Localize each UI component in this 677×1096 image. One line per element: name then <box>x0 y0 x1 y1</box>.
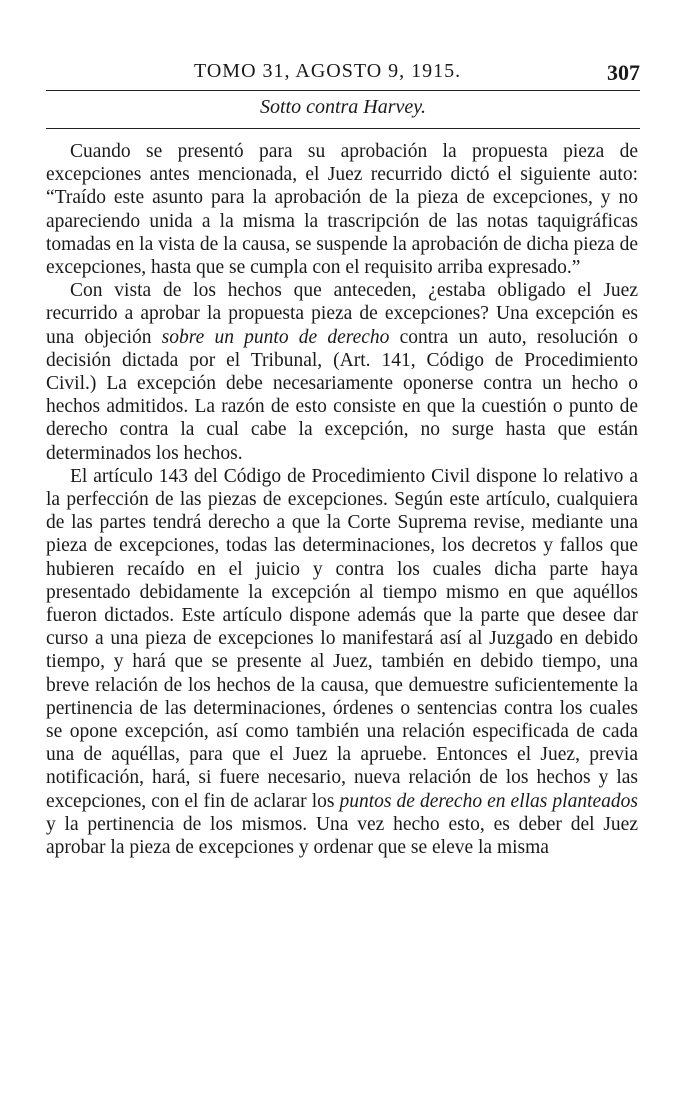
header-rule <box>46 128 640 129</box>
paragraph-3-text-c: y la pertinencia de los mismos. Una vez hecho esto, es deber del Juez aprobar la pieza de excepciones y ordenar que se eleve la misma <box>46 813 638 859</box>
paragraph-3 <box>46 465 638 859</box>
paragraph-3-text-a: El artículo 143 del Código de Procedimiento Civil dispone lo relativo a la perfección de las piezas de excepciones. Según este artículo, cualquiera de las partes tendrá derecho a que la Corte Suprema revise, mediante una pieza de excepciones, todas las determinaciones, los decretos y fallos que hubieren recaído en el juicio y contra los cuales dicha parte haya presentado debidamente la excepción al tiempo mismo en que aquéllos fueron dictados. Este artículo dispone además que la parte que desee dar curso a una pieza de excepciones lo manifestará así al Juzgado en debido tiempo, y hará que se presente al Juez, también en debido tiempo, una breve relación de los hechos de la causa, que demuestre suficientemente la pertinencia de las determinaciones, órdenes o sentencias contra los cuales se opone excepción, así como también una relación especificada de cada una de aquéllas, para que el Juez la apruebe. Entonces el Juez, previa notificación, hará, si fuere necesario, nueva relación de los hechos y las excepciones, con el fin de aclarar los <box>46 465 638 812</box>
paragraph-2-text-a: Con vista de los hechos que anteceden, ¿estaba obligado el Juez recurrido a aprobar la propuesta pieza de excepciones? Una excepción es una objeción <box>46 280 638 348</box>
paragraph-2-text-c: contra un auto, resolución o decisión dictada por el Tribunal, (Art. 141, Código de Procedimiento Civil.) La excepción debe necesariamente oponerse contra un hecho o hechos admitidos. La razón de esto consiste en que la cuestión o punto de derecho contra la cual cabe la excepción, no surge hasta que están determinados los hechos. <box>46 326 638 464</box>
paragraph-2-italic: sobre un punto de derecho <box>161 326 390 348</box>
body-text <box>46 140 638 859</box>
running-title: TOMO 31, AGOSTO 9, 1915. <box>194 60 462 82</box>
page-header <box>46 60 640 91</box>
case-title: Sotto contra Harvey. <box>259 96 427 118</box>
page-number: 307 <box>607 60 640 85</box>
paragraph-1: Cuando se presentó para su aprobación la propuesta pieza de excepciones antes mencionada, el Juez recurrido dictó el siguiente auto: “Traído este asunto para la aprobación de la pieza de excepciones, y no apareciendo unida a la misma la trascripción de las notas taquigráficas tomadas en la vista de la causa, se suspende la aprobación de dicha pieza de excepciones, hasta que se cumpla con el requisito arriba expresado.” <box>46 141 638 279</box>
paragraph-2 <box>46 279 638 465</box>
paragraph-3-italic: puntos de derecho en ellas planteados <box>339 790 638 812</box>
